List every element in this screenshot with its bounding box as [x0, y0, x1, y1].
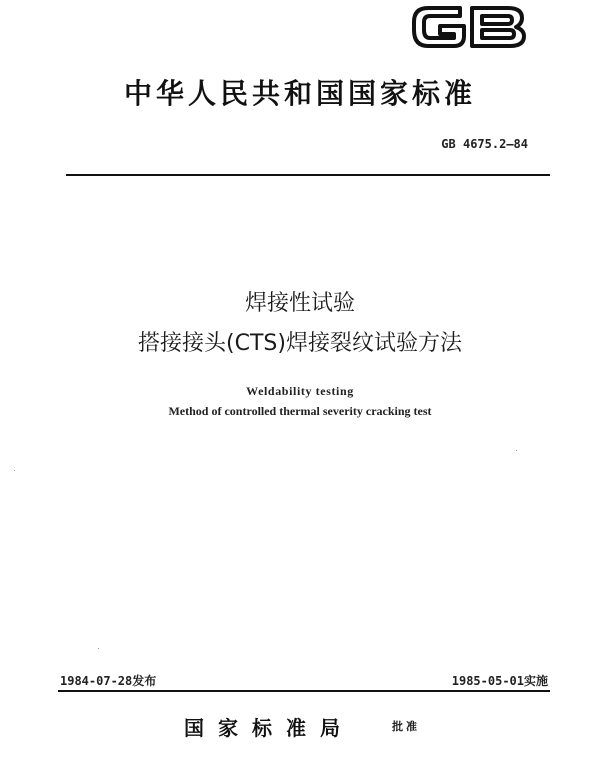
approval-mark: 批准: [392, 720, 420, 733]
issuing-authority: 国家标准局: [184, 716, 354, 740]
scan-speck: [14, 470, 15, 471]
implementation-date: 1985-05-01实施: [451, 674, 548, 688]
footer-divider: [58, 690, 550, 692]
issue-date: 1984-07-28发布: [60, 674, 157, 688]
header-divider: [66, 174, 550, 176]
chinese-title-line-2: 搭接接头(CTS)焊接裂纹试验方法: [138, 331, 462, 356]
scan-speck: [516, 450, 517, 451]
scan-speck: [98, 648, 99, 649]
english-title-line-2: Method of controlled thermal severity cracking test: [168, 404, 432, 418]
chinese-title-line-1: 焊接性试验: [244, 291, 355, 316]
english-title-line-1: Weldability testing: [246, 384, 354, 398]
organization-title: 中华人民共和国国家标准: [123, 77, 476, 110]
standard-number: GB 4675.2—84: [441, 137, 528, 151]
gb-logo-icon: [408, 0, 528, 52]
